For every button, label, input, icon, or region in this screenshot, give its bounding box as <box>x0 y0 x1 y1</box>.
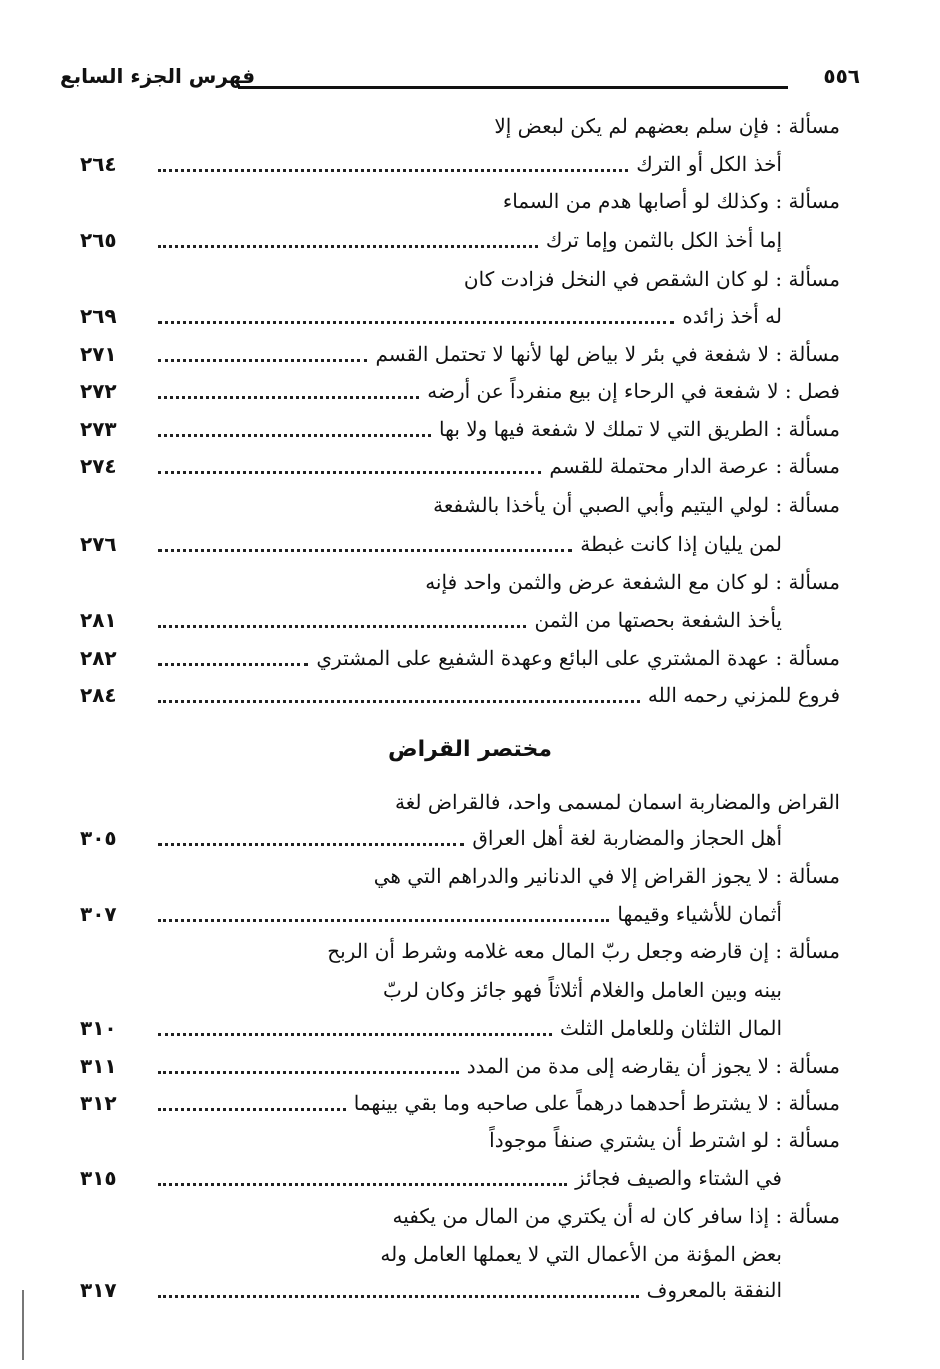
leader-dots <box>158 662 308 666</box>
index-entry <box>80 972 840 1008</box>
leader-dots <box>158 1294 639 1298</box>
index-entry <box>80 336 840 372</box>
index-entry <box>80 1160 840 1196</box>
entry-text: مسألة : لا يجوز أن يقارضه إلى مدة من المدد <box>466 1054 840 1078</box>
index-entry <box>80 373 840 409</box>
entry-text: النفقة بالمعروف <box>646 1278 782 1302</box>
index-entry <box>80 1122 840 1158</box>
entry-page-number: ٢٨١ <box>80 608 117 632</box>
header-page-number: ٥٥٦ <box>823 64 860 88</box>
entry-page-number: ٢٦٩ <box>80 304 117 328</box>
index-entry <box>80 858 840 894</box>
index-entry <box>80 1010 840 1046</box>
entry-text: لمن يليان إذا كانت غبطة <box>580 532 782 556</box>
index-entry <box>80 448 840 484</box>
entry-text: مسألة : لا شفعة في بئر لا بياض لها لأنها لا تحتمل القسم <box>375 342 840 366</box>
index-entry <box>80 411 840 447</box>
section-heading: مختصر القراض <box>388 737 552 762</box>
entry-text: مسألة : وكذلك لو أصابها هدم من السماء <box>502 189 840 213</box>
entry-text: أثمان للأشياء وقيمها <box>617 902 782 926</box>
entry-text: مسألة : لو اشترط أن يشتري صنفاً موجوداً <box>489 1128 840 1152</box>
index-entry <box>80 146 840 182</box>
entry-text: مسألة : لو كان الشقص في النخل فزادت كان <box>463 267 840 291</box>
index-entry <box>80 1236 840 1272</box>
leader-dots <box>158 918 609 922</box>
entry-text: فصل : لا شفعة في الرحاء إن بيع منفرداً عن أرضه <box>427 379 840 403</box>
entry-text: مسألة : لو كان مع الشفعة عرض والثمن واحد فإنه <box>425 570 840 594</box>
entry-page-number: ٢٦٥ <box>80 228 117 252</box>
leader-dots <box>158 548 572 552</box>
entry-page-number: ٢٧١ <box>80 342 117 366</box>
header-title: فهرس الجزء السابع <box>60 64 256 88</box>
entry-text: له أخذ زائده <box>682 304 782 328</box>
entry-page-number: ٣٠٥ <box>80 826 117 850</box>
index-entry <box>80 820 840 856</box>
index-entry <box>80 1048 840 1084</box>
index-entry <box>80 526 840 562</box>
entry-page-number: ٣١٠ <box>80 1016 117 1040</box>
entry-page-number: ٢٧٦ <box>80 532 117 556</box>
entry-text: مسألة : لا يشترط أحدهما درهماً على صاحبه وما بقي بينهما <box>353 1091 840 1115</box>
entry-text: بينه وبين العامل والغلام أثلاثاً فهو جائز وكان لربّ <box>382 978 782 1002</box>
index-entry <box>80 183 840 219</box>
entry-text: في الشتاء والصيف فجائز <box>575 1166 782 1190</box>
index-entry <box>80 896 840 932</box>
entry-page-number: ٢٦٤ <box>80 152 117 176</box>
leader-dots <box>158 624 526 628</box>
leader-dots <box>158 842 464 846</box>
entry-text: مسألة : عهدة المشتري على البائع وعهدة الشفيع على المشتري <box>316 646 840 670</box>
index-entry <box>80 261 840 297</box>
index-entry <box>80 784 840 820</box>
leader-dots <box>158 1107 346 1111</box>
index-entry <box>80 1272 840 1308</box>
entry-page-number: ٣١٧ <box>80 1278 117 1302</box>
leader-dots <box>158 1032 552 1036</box>
entry-page-number: ٢٨٤ <box>80 683 117 707</box>
entry-text: مسألة : لا يجوز القراض إلا في الدنانير والدراهم التي هي <box>373 864 840 888</box>
index-entry <box>80 487 840 523</box>
entry-text: مسألة : إن قارضه وجعل ربّ المال معه غلامه وشرط أن الربح <box>327 939 840 963</box>
entry-page-number: ٢٧٢ <box>80 379 117 403</box>
index-entry <box>80 108 840 144</box>
entry-text: إما أخذ الكل بالثمن وإما ترك <box>545 228 782 252</box>
index-entry <box>80 933 840 969</box>
entry-text: مسألة : فإن سلم بعضهم لم يكن لبعض إلا <box>494 114 840 138</box>
entry-text: مسألة : إذا سافر كان له أن يكتري من المال من يكفيه <box>392 1204 840 1228</box>
index-entry <box>80 640 840 676</box>
leader-dots <box>158 168 628 172</box>
index-entry <box>80 677 840 713</box>
entry-page-number: ٣١١ <box>80 1054 117 1078</box>
index-entry <box>80 1085 840 1121</box>
entry-text: فروع للمزني رحمه الله <box>647 683 840 707</box>
entry-page-number: ٣٠٧ <box>80 902 117 926</box>
entry-text: أخذ الكل أو الترك <box>636 152 782 176</box>
index-entry <box>80 602 840 638</box>
entry-page-number: ٣١٢ <box>80 1091 117 1115</box>
entry-text: مسألة : عرصة الدار محتملة للقسم <box>549 454 840 478</box>
index-entry <box>80 298 840 334</box>
entry-text: القراض والمضاربة اسمان لمسمى واحد، فالقراض لغة <box>395 790 840 814</box>
index-entry <box>80 1198 840 1234</box>
leader-dots <box>158 470 541 474</box>
entry-page-number: ٢٧٣ <box>80 417 117 441</box>
leader-dots <box>158 320 674 324</box>
leader-dots <box>158 358 367 362</box>
leader-dots <box>158 395 419 399</box>
index-entry <box>80 564 840 600</box>
leader-dots <box>158 433 431 437</box>
entry-page-number: ٣١٥ <box>80 1166 117 1190</box>
entry-text: أهل الحجاز والمضاربة لغة أهل العراق <box>472 826 782 850</box>
entry-text: بعض المؤنة من الأعمال التي لا يعملها العامل وله <box>380 1242 782 1266</box>
entry-text: مسألة : الطريق التي لا تملك لا شفعة فيها ولا بها <box>439 417 840 441</box>
leader-dots <box>158 1070 459 1074</box>
binding-edge-mark <box>22 1290 24 1360</box>
entry-page-number: ٢٨٢ <box>80 646 117 670</box>
entry-text: مسألة : لولي اليتيم وأبي الصبي أن يأخذا بالشفعة <box>433 493 840 517</box>
entry-page-number: ٢٧٤ <box>80 454 117 478</box>
entry-text: المال الثلثان وللعامل الثلث <box>560 1016 782 1040</box>
leader-dots <box>158 244 538 248</box>
leader-dots <box>158 1182 567 1186</box>
entry-text: يأخذ الشفعة بحصتها من الثمن <box>534 608 782 632</box>
index-entry <box>80 222 840 258</box>
leader-dots <box>158 699 640 703</box>
